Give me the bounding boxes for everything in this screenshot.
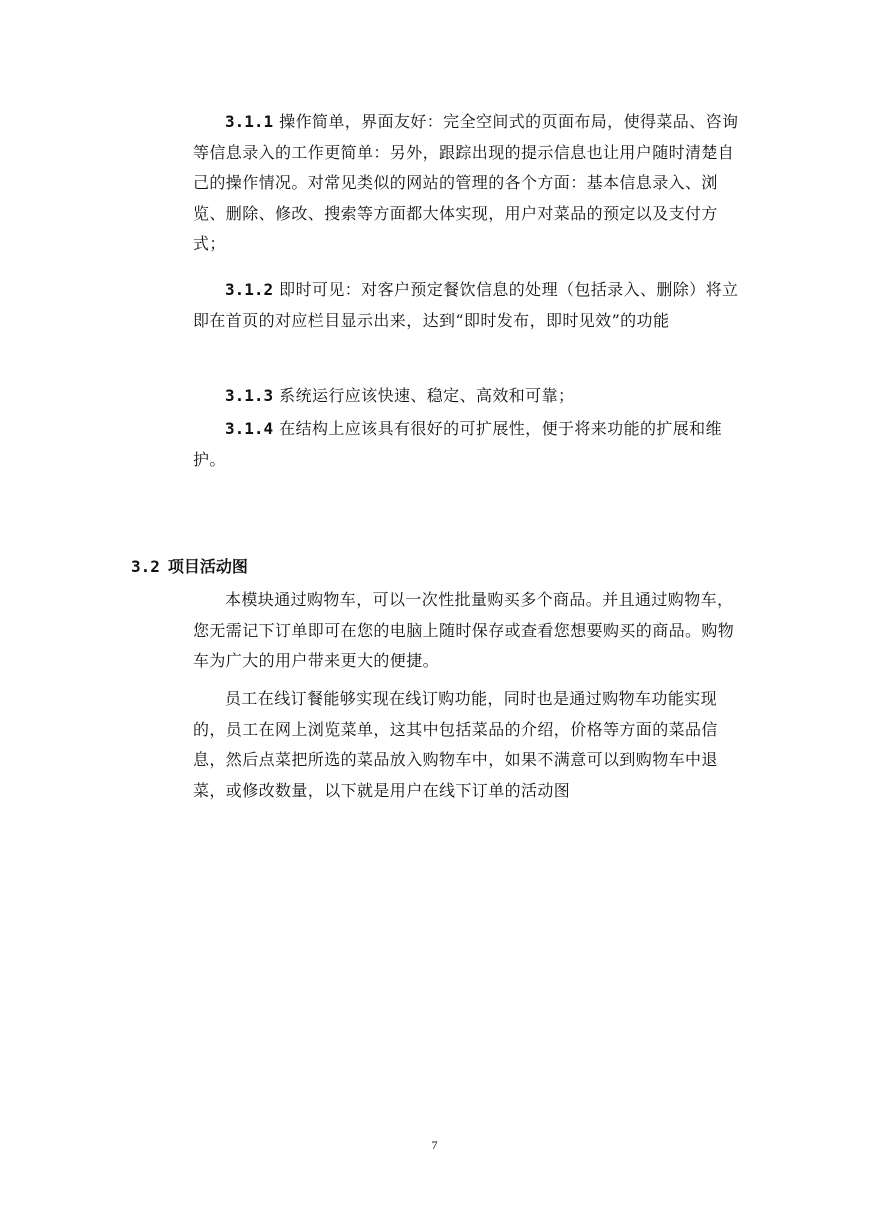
- item-number: 3.1.1: [225, 112, 274, 131]
- item-number: 3.1.4: [225, 419, 274, 438]
- requirement-item-3-1-3: [193, 381, 745, 412]
- item-text: 系统运行应该快速、稳定、高效和可靠；: [279, 386, 575, 405]
- requirement-item-3-1-4: [193, 414, 745, 475]
- body-paragraph-2: 员工在线订餐能够实现在线订购功能，同时也是通过购物车功能实现的，员工在网上浏览菜单，这其中包括菜品的介绍，价格等方面的菜品信息，然后点菜把所选的菜品放入购物车中，如果不满意可以到购物车中退菜，或修改数量，以下就是用户在线下订单的活动图: [193, 689, 718, 800]
- item-number: 3.1.3: [225, 386, 274, 405]
- page-number: 7: [431, 1138, 438, 1152]
- item-text: 在结构上应该具有很好的可扩展性，便于将来功能的扩展和维护。: [193, 419, 722, 469]
- section-number: 3.2: [131, 557, 160, 576]
- requirement-item-3-1-1: [193, 107, 745, 260]
- item-text: 操作简单，界面友好：完全空间式的页面布局，使得菜品、咨询等信息录入的工作更简单：另外，跟踪出现的提示信息也让用户随时清楚自己的操作情况。对常见类似的网站的管理的各个方面：基本信息录入、浏览、删除、修改、搜索等方面都大体实现，用户对菜品的预定以及支付方式；: [193, 112, 739, 253]
- requirement-item-3-1-2: [193, 275, 745, 336]
- section-title: 项目活动图: [167, 557, 248, 576]
- body-paragraph-1: 本模块通过购物车，可以一次性批量购买多个商品。并且通过购物车，您无需记下订单即可在您的电脑上随时保存或查看您想要购买的商品。购物车为广大的用户带来更大的便捷。: [193, 590, 735, 670]
- item-number: 3.1.2: [225, 280, 274, 299]
- section-heading: [131, 552, 248, 582]
- item-text: 即时可见：对客户预定餐饮信息的处理（包括录入、删除）将立即在首页的对应栏目显示出来，达到“即时发布，即时见效”的功能: [193, 280, 739, 330]
